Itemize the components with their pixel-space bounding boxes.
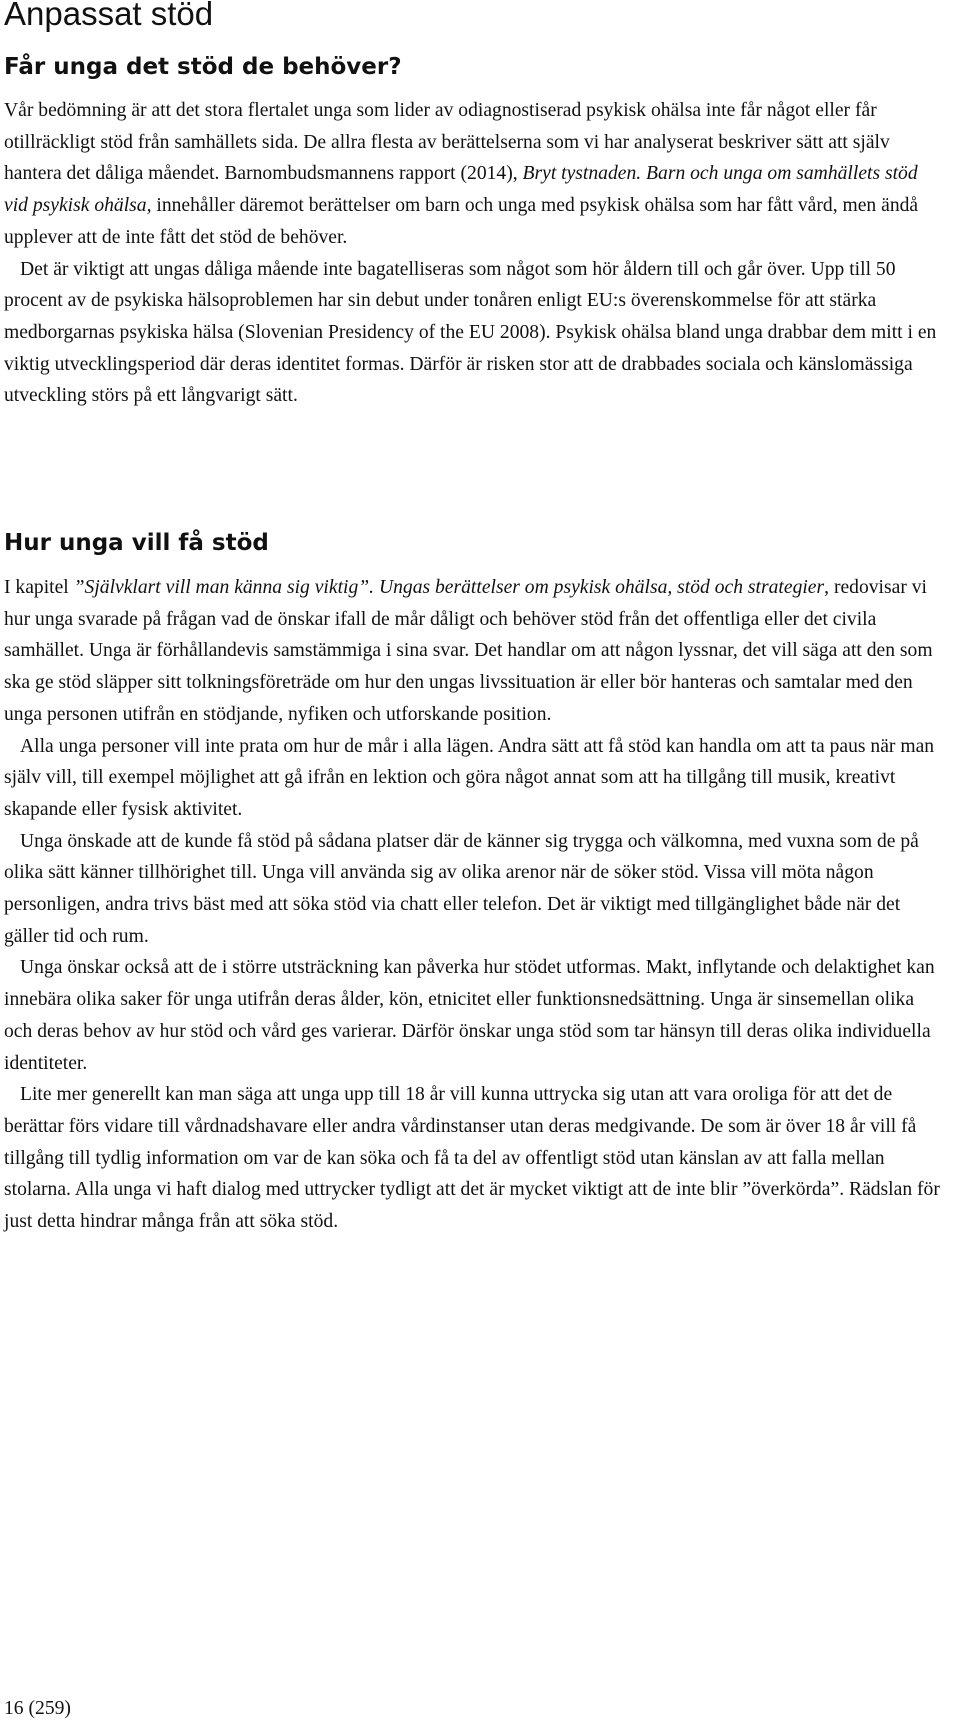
paragraph-text: I kapitel (4, 577, 74, 598)
paragraph: Unga önskade att de kunde få stöd på sådana platser där de känner sig trygga och välkomna, med vuxna som de på olika sätt känner tillhörighet till. Unga vill använda sig av olika arenor när de söker stöd. Vissa vill möta någon personligen, andra trivs bäst med att söka stöd via chatt eller telefon. Det är viktigt med tillgänglighet både när det gäller tid och rum. (4, 830, 919, 947)
section-faar-unga-stod-body (4, 95, 944, 412)
chapter-reference-italic: ”Självklart vill man känna sig viktig”. Ungas berättelser om psykisk ohälsa, stöd och strategier (73, 577, 825, 598)
paragraph: Unga önskar också att de i större utsträckning kan påverka hur stödet utformas. Makt, inflytande och delaktighet kan innebära olika saker för unga utifrån deras ålder, kön, etnicitet eller funktionsnedsättning. Unga är sinsemellan olika och deras behov av hur stöd och vård ges varierar. Därför önskar unga stöd som tar hänsyn till deras olika individuella identiteter. (4, 957, 935, 1074)
chapter-title: Anpassat stöd (4, 0, 214, 32)
report-title-italic: Bryt tystnaden. Barn och unga om samhällets stöd vid psykisk ohälsa, (4, 163, 918, 217)
paragraph (4, 572, 944, 731)
paragraph-text: , redovisar vi hur unga svarade på frågan vad de önskar ifall de mår dåligt och behöver stöd från det offentliga eller det civila samhället. Unga är förhållandevis samstämmiga i sina svar. Det handlar om att någon lyssnar, det vill säga att den som ska ge stöd släpper sitt tolkningsföreträde om hur den ungas livssituation är eller bör hanteras och samtalar med den unga personen utifrån en stödjande, nyfiken och utforskande position. (4, 577, 933, 725)
paragraph: Alla unga personer vill inte prata om hur de mår i alla lägen. Andra sätt att få stöd kan handla om att ta paus när man själv vill, till exempel möjlighet att gå ifrån en lektion och göra något annat som att ha tillgång till musik, kreativt skapande eller fysisk aktivitet. (4, 735, 935, 820)
paragraph: Det är viktigt att ungas dåliga mående inte bagatelliseras som något som hör åldern till och går över. Upp till 50 procent av de psykiska hälsoproblemen har sin debut under tonåren enligt EU:s överenskommelse för att stärka medborgarnas psykiska hälsa (Slovenian Presidency of the EU 2008). Psykisk ohälsa bland unga drabbar dem mitt i en viktig utvecklingsperiod där deras identitet formas. Därför är risken stor att de drabbades sociala och känslomässiga utveckling störs på ett långvarigt sätt. (4, 258, 937, 407)
section-heading-faar-unga-stod: Får unga det stöd de behöver? (4, 54, 402, 80)
section-heading-hur-unga-vill-fa-stod: Hur unga vill få stöd (4, 530, 269, 556)
paragraph-text: Vår bedömning är att det stora flertalet unga som lider av odiagnostiserad psykisk ohälsa inte får något eller får otillräckligt stöd från samhällets sida. De allra flesta av berättelserna som vi har analyserat beskriver sätt att själv hantera det dåliga måendet. Barnombudsmannens rapport (2014), (4, 100, 890, 185)
paragraph-text: innehåller däremot berättelser om barn och unga med psykisk ohälsa som har fått vård, men ändå upplever att de inte fått det stöd de behöver. (4, 195, 919, 248)
paragraph (4, 95, 944, 254)
paragraph: Lite mer generellt kan man säga att unga upp till 18 år vill kunna uttrycka sig utan att vara oroliga för att det de berättar förs vidare till vårdnadshavare eller andra vårdinstanser utan deras medgivande. De som är över 18 år vill få tillgång till tydlig information om var de kan söka och få ta del av offentligt stöd utan känslan av att falla mellan stolarna. Alla unga vi haft dialog med uttrycker tydligt att det är mycket viktigt att de inte blir ”överkörda”. Rädslan för just detta hindrar många från att söka stöd. (4, 1084, 940, 1233)
page-number: 16 (259) (4, 1698, 71, 1719)
section-hur-unga-vill-fa-stod-body (4, 572, 944, 1238)
